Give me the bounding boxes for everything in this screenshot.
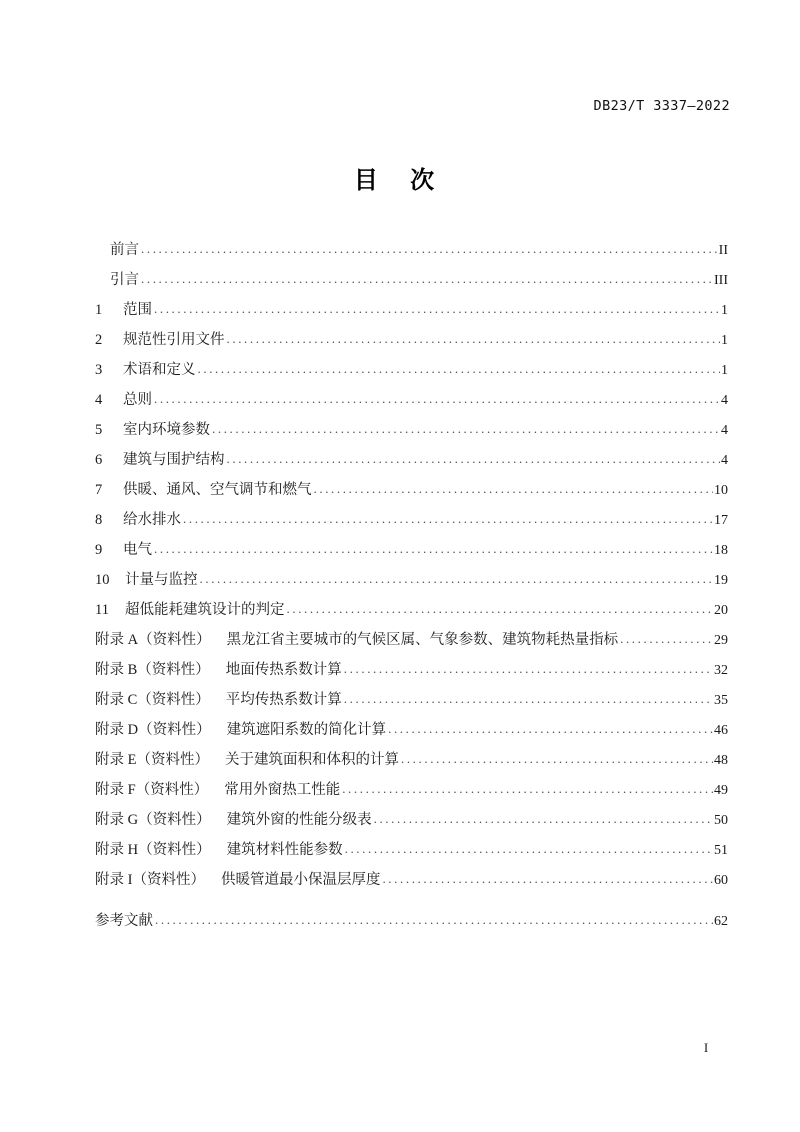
dot-leader xyxy=(227,331,721,347)
toc-annex-a[interactable] xyxy=(95,628,728,658)
toc-entry-page: 20 xyxy=(714,603,728,618)
toc-entry-page: 1 xyxy=(721,303,728,318)
toc-annex-label: 附录 G（资料性） xyxy=(95,812,211,828)
toc-entry-1[interactable] xyxy=(95,298,728,328)
toc-entry-label: 超低能耗建筑设计的判定 xyxy=(125,602,285,618)
toc-annex-title: 常用外窗热工性能 xyxy=(224,782,341,798)
toc-entry-10[interactable] xyxy=(95,568,728,598)
page-folio xyxy=(0,1040,800,1056)
toc-entry-label: 规范性引用文件 xyxy=(123,332,225,348)
toc-entry-page: 17 xyxy=(714,513,728,528)
toc-entry-yinyan[interactable] xyxy=(95,268,728,298)
dot-leader xyxy=(183,511,713,527)
dot-leader xyxy=(198,361,721,377)
toc-annex-label: 附录 H（资料性） xyxy=(95,842,211,858)
toc-entry-label: 供暖、通风、空气调节和燃气 xyxy=(123,482,312,498)
toc-entry-number: 2 xyxy=(95,332,103,348)
toc-entry-6[interactable] xyxy=(95,448,728,478)
toc-entry-9[interactable] xyxy=(95,538,728,568)
toc-entry-4[interactable] xyxy=(95,388,728,418)
toc-annex-d[interactable] xyxy=(95,718,728,748)
toc-annex-title: 地面传热系数计算 xyxy=(225,662,342,678)
toc-entry-page: III xyxy=(714,273,728,288)
toc-entry-number: 8 xyxy=(95,512,103,528)
toc-annex-title: 建筑遮阳系数的简化计算 xyxy=(226,722,387,738)
toc-entry-number: 6 xyxy=(95,452,103,468)
toc-annex-label: 附录 B（资料性） xyxy=(95,662,210,678)
toc-entry-label: 建筑与围护结构 xyxy=(123,452,225,468)
toc-entry-number: 10 xyxy=(95,572,110,588)
toc-entry-page: 4 xyxy=(721,423,728,438)
toc-annex-label: 附录 I（资料性） xyxy=(95,872,205,888)
dot-leader xyxy=(345,841,713,857)
toc-annex-page: 29 xyxy=(714,633,728,648)
toc-entry-number: 9 xyxy=(95,542,103,558)
page-folio-value: I xyxy=(703,1040,709,1055)
dot-leader xyxy=(287,601,714,617)
toc-entry-label: 电气 xyxy=(123,542,152,558)
dot-leader xyxy=(314,481,714,497)
toc-annex-i[interactable] xyxy=(95,868,728,898)
toc-annex-label: 附录 D（资料性） xyxy=(95,722,211,738)
toc-entry-number: 3 xyxy=(95,362,103,378)
toc-entry-label: 室内环境参数 xyxy=(123,422,210,438)
dot-leader xyxy=(342,781,713,797)
toc-entry-3[interactable] xyxy=(95,358,728,388)
toc-entry-label: 参考文献 xyxy=(95,913,153,929)
dot-leader xyxy=(344,691,713,707)
toc-entry-page: 1 xyxy=(721,333,728,348)
toc-entry-label: 前言 xyxy=(110,242,139,258)
toc-entry-label: 范围 xyxy=(123,302,152,318)
running-header-standard-number: DB23/T 3337—2022 xyxy=(593,98,730,114)
toc-annex-page: 35 xyxy=(714,693,728,708)
toc-entry-page: II xyxy=(718,243,728,258)
toc-annex-e[interactable] xyxy=(95,748,728,778)
toc-annex-title: 黑龙江省主要城市的气候区属、气象参数、建筑物耗热量指标 xyxy=(226,632,619,648)
toc-entry-number: 4 xyxy=(95,392,103,408)
toc-annex-page: 46 xyxy=(714,723,728,738)
dot-leader xyxy=(155,912,713,928)
toc-entry-page: 10 xyxy=(714,483,728,498)
dot-leader xyxy=(154,541,713,557)
toc-entry-label: 总则 xyxy=(123,392,152,408)
toc-annex-f[interactable] xyxy=(95,778,728,808)
toc-entry-page: 18 xyxy=(714,543,728,558)
toc-annex-b[interactable] xyxy=(95,658,728,688)
dot-leader xyxy=(382,871,713,887)
toc-annex-label: 附录 E（资料性） xyxy=(95,752,209,768)
dot-leader xyxy=(200,571,714,587)
dot-leader xyxy=(620,631,713,647)
toc-entry-8[interactable] xyxy=(95,508,728,538)
toc-entry-label: 给水排水 xyxy=(123,512,181,528)
toc-entry-2[interactable] xyxy=(95,328,728,358)
dot-leader xyxy=(141,241,718,257)
dot-leader xyxy=(212,421,720,437)
dot-leader xyxy=(344,661,713,677)
page-title: 目 次 xyxy=(353,166,447,194)
toc-entry-number: 7 xyxy=(95,482,103,498)
toc-entry-page: 4 xyxy=(721,453,728,468)
toc-entry-page: 1 xyxy=(721,363,728,378)
toc-annex-page: 49 xyxy=(714,783,728,798)
toc-entry-5[interactable] xyxy=(95,418,728,448)
toc-annex-title: 关于建筑面积和体积的计算 xyxy=(224,752,399,768)
toc-entry-page: 19 xyxy=(714,573,728,588)
toc-annex-page: 50 xyxy=(714,813,728,828)
dot-leader xyxy=(154,301,720,317)
toc-annex-page: 48 xyxy=(714,753,728,768)
toc-annex-title: 建筑材料性能参数 xyxy=(226,842,343,858)
toc-annex-page: 51 xyxy=(714,843,728,858)
toc-entry-number: 5 xyxy=(95,422,103,438)
toc-annex-title: 建筑外窗的性能分级表 xyxy=(226,812,372,828)
toc-entry-11[interactable] xyxy=(95,598,728,628)
toc-entry-references[interactable] xyxy=(95,909,728,939)
toc-annex-title: 供暖管道最小保温层厚度 xyxy=(220,872,381,888)
toc-annex-title: 平均传热系数计算 xyxy=(225,692,342,708)
toc-entry-number: 11 xyxy=(95,602,109,618)
toc-entry-label: 术语和定义 xyxy=(123,362,196,378)
toc-annex-g[interactable] xyxy=(95,808,728,838)
dot-leader xyxy=(154,391,720,407)
toc-annex-label: 附录 C（资料性） xyxy=(95,692,210,708)
toc-annex-page: 32 xyxy=(714,663,728,678)
toc-annex-label: 附录 A（资料性） xyxy=(95,632,211,648)
toc-entry-label: 引言 xyxy=(110,272,139,288)
toc-annex-c[interactable] xyxy=(95,688,728,718)
toc-entry-qianyan[interactable] xyxy=(95,238,728,268)
toc-entry-number: 1 xyxy=(95,302,103,318)
dot-leader xyxy=(227,451,721,467)
toc-annex-h[interactable] xyxy=(95,838,728,868)
toc-entry-label: 计量与监控 xyxy=(125,572,198,588)
toc-annex-page: 60 xyxy=(714,873,728,888)
table-of-contents xyxy=(95,238,728,939)
toc-annex-label: 附录 F（资料性） xyxy=(95,782,209,798)
dot-leader xyxy=(141,271,713,287)
dot-leader xyxy=(388,721,713,737)
toc-entry-page: 62 xyxy=(714,914,728,929)
toc-entry-page: 4 xyxy=(721,393,728,408)
dot-leader xyxy=(374,811,713,827)
toc-entry-7[interactable] xyxy=(95,478,728,508)
dot-leader xyxy=(401,751,713,767)
